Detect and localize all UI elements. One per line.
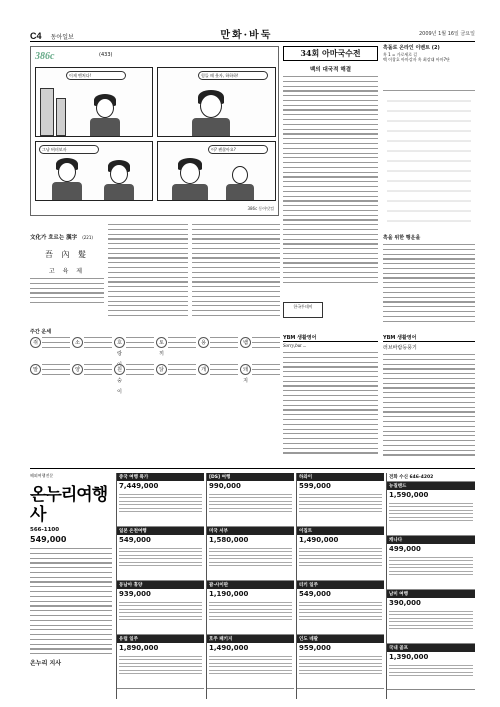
zodiac-icon: 원숭이 [114,364,125,375]
comic-number: (433) [99,52,113,58]
character-face [180,162,200,184]
ad-block-title: 유럽 일주 [117,635,204,643]
ad-block-price: 1,890,000 [119,644,159,652]
section-title: 만화·바둑 [220,30,273,41]
ad-block-price: 7,449,000 [119,482,159,490]
zodiac-icon: 토끼 [156,337,167,348]
zodiac-item [30,337,70,362]
speech-bubble: 이제 벤처다! [66,71,126,80]
character-body [90,118,120,137]
comic-credit: 386c 동아닷컴 [247,206,274,211]
ad-block [297,527,384,581]
english-title: YBM 생활영어 [383,334,475,342]
hanja-title: 文化가 흐르는 漢字 [30,235,78,241]
ad-block-price: 390,000 [389,599,421,607]
ad-block [387,644,475,690]
character-body [226,184,254,201]
ad-block-title: 동남아 휴양 [117,581,204,589]
ad-block [207,581,294,635]
character-face [110,164,128,184]
zodiac-icon: 호랑이 [114,337,125,348]
ad-block [117,527,204,581]
ad-block [117,581,204,635]
zodiac-item [30,364,70,389]
zodiac-item [156,364,196,389]
game-info-title: 흑돌로 온라인 이벤트 (2) [383,45,440,51]
zodiac-item [198,364,238,389]
comic-logo: 386c [35,51,55,62]
column-heading: 흑을 위한 행운을 [383,235,421,241]
ad-block-title: 이집트 [297,527,384,535]
zodiac-item [72,364,112,389]
hanja-reading: 고 육 제 [48,268,86,275]
go-board-diagram [383,90,475,230]
ad-block-price: 499,000 [389,545,421,553]
building-illustration [56,98,66,136]
ad-block [387,590,475,644]
ad-column [116,473,204,699]
ad-block-title: 캐나다 [387,536,475,544]
ad-block [207,635,294,689]
hanja-body [30,278,104,303]
ad-block-title: 호주 패키지 [207,635,294,643]
zodiac-icon: 양 [72,364,83,375]
horoscope-title: 주간 운세 [30,329,52,335]
ad-block-title: [DS] 여행 [207,473,294,481]
hanja-word: 吾 內 髮 [44,250,90,259]
zodiac-icon: 뱀 [240,337,251,348]
building-illustration [40,88,54,136]
ad-column [296,473,384,699]
ad-column [206,473,294,699]
ad-block-price: 1,580,000 [209,536,249,544]
game-info-line: 흑 1 = 가로세로 길 [383,51,418,57]
go-board-svg [383,91,475,231]
english-body [383,354,475,456]
character-body [172,184,208,201]
character-face [232,166,248,184]
ad-block-price: 990,000 [209,482,241,490]
ad-column [386,473,475,699]
ad-section [30,468,475,700]
ad-price: 549,000 [30,535,67,544]
ad-block-title: 국내 골프 [387,644,475,652]
ad-block [297,581,384,635]
ad-block-price: 549,000 [299,590,331,598]
zodiac-item [240,337,280,362]
ad-block-title: 중국 여행 특가 [117,473,204,481]
comic-panel-4 [157,141,276,201]
horoscope-section [30,328,280,395]
ad-block [117,473,204,527]
ad-block-title: 뉴질랜드 [387,482,475,490]
ad-block-price: 939,000 [119,590,151,598]
speech-bubble: 그냥 버텨보자 [39,145,99,154]
ad-block-price: 1,490,000 [209,644,249,652]
ad-block [207,527,294,581]
english-column-right [383,334,475,464]
hanja-column [30,224,104,324]
ad-block [387,482,475,536]
zodiac-icon: 쥐 [30,337,41,348]
column-body [283,76,378,283]
zodiac-icon: 소 [72,337,83,348]
zodiac-item [198,337,238,362]
ad-block-price: 1,490,000 [299,536,339,544]
go-column-right [383,234,475,329]
ad-block-title: 하와이 [297,473,384,481]
english-column-left [283,334,378,464]
hanja-article [108,224,188,324]
ad-subtitle: 해외여행전문 [30,473,54,478]
zodiac-item [114,364,154,395]
zodiac-icon: 돼지 [240,364,251,375]
ad-block [207,473,294,527]
ad-block-price: 1,390,000 [389,653,429,661]
ad-brand: 온누리여행사 [30,485,108,525]
english-title: YBM 생활영어 [283,334,378,342]
speech-bubble: 어? 괜찮아요? [208,145,268,154]
comic-panel-2 [157,67,276,137]
character-body [192,118,230,137]
zodiac-item [156,337,196,362]
game-info-line: 백 이창호 아마강자 흑 최강대 아마7단 [383,57,450,62]
comic-panel-1 [35,67,153,137]
horoscope-grid [30,337,280,395]
ad-body [30,548,112,654]
comic-panel-3 [35,141,153,201]
character-body [52,182,82,201]
hanja-number: (221) [82,235,93,240]
ad-branch: 온누리 지사 [30,660,62,668]
ad-block [117,635,204,689]
hanja-article-2 [192,224,280,324]
zodiac-icon: 개 [198,364,209,375]
ad-block [387,536,475,590]
issue-date: 2009년 1월 16일 금요일 [418,31,475,37]
ad-phone: 566-1100 [30,527,60,533]
character-face [96,98,114,118]
column-title: 34회 아마국수전 [283,46,378,61]
ad-block-title: 괌·사이판 [207,581,294,589]
go-column [283,46,378,331]
comic-strip [30,46,279,216]
ad-block-price: 599,000 [299,482,331,490]
english-subtitle: 러브바람등풍기 [383,345,417,351]
ad-block-price: 959,000 [299,644,331,652]
english-subtitle: Sorry,but ... [283,344,307,349]
zodiac-item [114,337,154,368]
paper-name: 동아일보 [50,34,74,41]
ad-block-title: 터키 일주 [297,581,384,589]
ad-column-header: 전화 수신 646-4202 [387,473,475,482]
ad-block-title: 일본 온천여행 [117,527,204,535]
ad-block-price: 1,590,000 [389,491,429,499]
travel-agency-ad [30,473,112,699]
page-header [30,28,475,42]
zodiac-item [72,337,112,362]
zodiac-icon: 말 [30,364,41,375]
zodiac-item [240,364,280,389]
character-face [200,94,222,118]
ad-block-price: 549,000 [119,536,151,544]
ad-block [297,473,384,527]
ad-block-title: 남미 여행 [387,590,475,598]
zodiac-icon: 용 [198,337,209,348]
ad-block-title: 미국 서부 [207,527,294,535]
ad-block-price: 1,190,000 [209,590,249,598]
zodiac-icon: 닭 [156,364,167,375]
column-body [383,244,475,322]
character-face [58,162,76,182]
speech-bubble: 힘들 때 웃자, 하하하! [198,71,268,80]
go-game-info [383,46,475,86]
ad-block-title: 인도 네팔 [297,635,384,643]
ad-block [297,635,384,689]
sponsor-logo: 한국투데이 [283,302,323,318]
column-subtitle: 백의 대국적 해결 [309,67,352,73]
character-body [104,184,134,201]
english-body [283,352,378,454]
page-number: C4 [30,31,42,41]
